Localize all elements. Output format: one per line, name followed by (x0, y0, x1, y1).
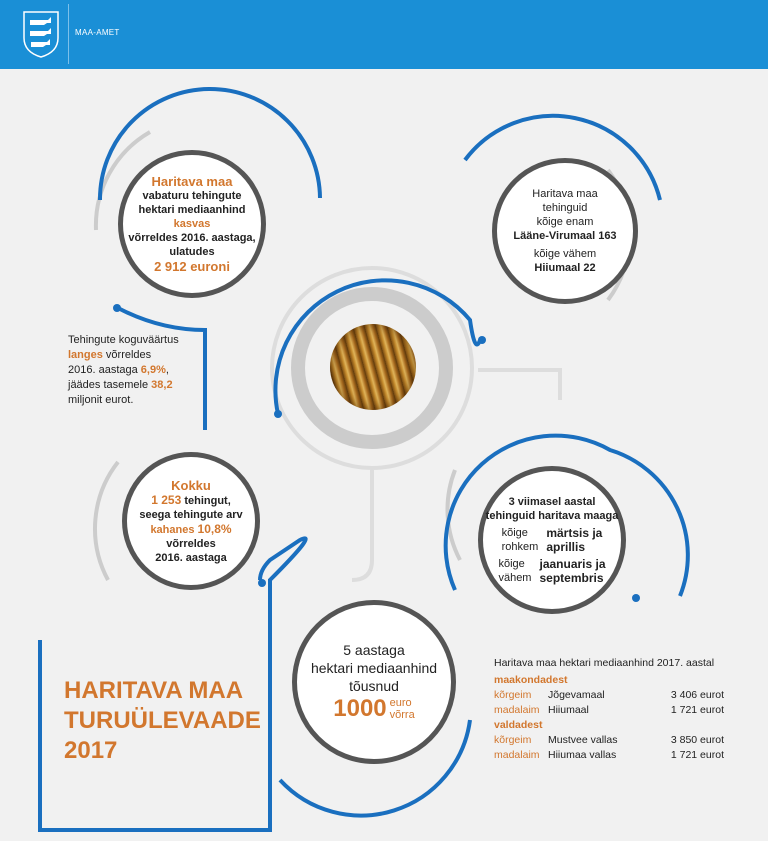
wheat-photo (330, 324, 416, 410)
table-row: madalaim Hiiumaal 1 721 eurot (494, 704, 724, 716)
grey-connector (478, 370, 560, 400)
grey-arc (95, 462, 118, 580)
blue-dot (632, 594, 640, 602)
growth-circle: 5 aastaga hektari mediaanhind tõusnud 1000 euro võrra (292, 600, 456, 764)
blue-dot (478, 336, 486, 344)
median-value: 2 912 euroni (154, 259, 230, 274)
blue-dot (274, 410, 282, 418)
brand-name: MAA-AMET (75, 28, 120, 37)
season-circle: 3 viimasel aastal tehinguid haritava maaga kõige rohkem märtsis ja aprillis kõige vähem jaanuaris ja septembris (478, 466, 626, 614)
blue-dot (258, 579, 266, 587)
median-price-table: Haritava maa hektari mediaanhind 2017. aastal maakondadest kõrgeim Jõgevamaal 3 406 eurot madalaim Hiiumaal 1 721 eurot valdadest kõrgeim Mustvee vallas 3 850 eurot madalaim Hiiumaa vallas 1 721 eurot (494, 657, 724, 761)
median-price-circle: Haritava maa vabaturu tehingute hektari mediaanhind kasvas võrreldes 2016. aastaga, ulatudes 2 912 euroni (118, 150, 266, 298)
median-title: Haritava maa (151, 174, 233, 189)
page-title: HARITAVA MAA TURUÜLEVAADE 2017 (64, 677, 261, 764)
table-row: kõrgeim Jõgevamaal 3 406 eurot (494, 689, 724, 701)
county-transactions-circle: Haritava maa tehinguid kõige enam Lääne-Virumaal 163 kõige vähem Hiiumaal 22 (492, 158, 638, 304)
total-transactions-circle: Kokku 1 253 tehingut, seega tehingute arv kahanes 10,8% võrreldes 2016. aastaga (122, 452, 260, 590)
table-row: kõrgeim Mustvee vallas 3 850 eurot (494, 734, 724, 746)
grey-connector (352, 470, 372, 580)
growth-value: 1000 (333, 695, 387, 722)
total-value-note: Tehingute koguväärtus langes võrreldes 2016. aastaga 6,9%, jäädes tasemele 38,2 miljonit eurot. (68, 334, 179, 406)
table-row: madalaim Hiiumaa vallas 1 721 eurot (494, 749, 724, 761)
blue-dot (113, 304, 121, 312)
